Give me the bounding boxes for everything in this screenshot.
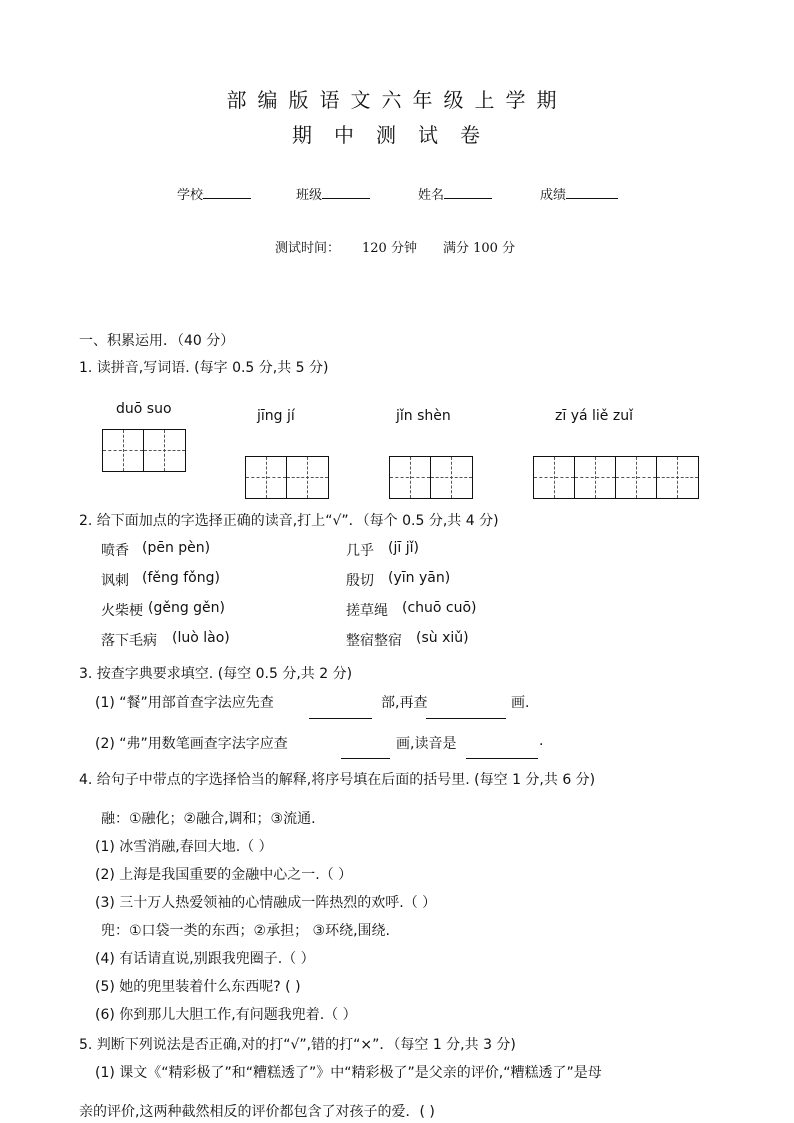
q3-line1-c: 画. bbox=[511, 695, 530, 711]
answer-grid-1[interactable] bbox=[102, 429, 186, 472]
q5-item-1-line2[interactable]: 亲的评价,这两种截然相反的评价都包含了对孩子的爱．( ) bbox=[79, 1104, 435, 1120]
grid-cell[interactable] bbox=[390, 457, 431, 498]
grid-cell[interactable] bbox=[575, 457, 616, 498]
q4-item-6[interactable]: (6) 你到那儿大胆工作,有问题我兜着.（ ） bbox=[95, 1007, 357, 1023]
q4-item-1[interactable]: (1) 冰雪消融,春回大地.（ ） bbox=[95, 839, 273, 855]
grid-cell[interactable] bbox=[657, 457, 698, 498]
grid-cell[interactable] bbox=[246, 457, 287, 498]
grid-cell[interactable] bbox=[616, 457, 657, 498]
q2-options-6[interactable]: (chuō cuō) bbox=[402, 600, 477, 616]
q2-word-6: 搓草绳 bbox=[346, 603, 388, 619]
grid-cell[interactable] bbox=[431, 457, 472, 498]
name-label: 姓名 bbox=[418, 188, 445, 203]
q2-word-7: 落下毛病 bbox=[101, 633, 157, 649]
q2-options-5[interactable]: (gěng gěn) bbox=[148, 600, 226, 616]
q1-pinyin-1: duō suo bbox=[116, 401, 172, 417]
class-field[interactable] bbox=[296, 184, 370, 203]
q2-title: 2. 给下面加点的字选择正确的读音,打上“√”．（每个 0.5 分,共 4 分) bbox=[79, 513, 499, 529]
q1-title: 1. 读拼音,写词语. (每字 0.5 分,共 5 分) bbox=[79, 360, 329, 376]
q1-pinyin-2: jīng jí bbox=[257, 408, 295, 424]
q1-pinyin-4: zī yá liě zuǐ bbox=[555, 408, 633, 424]
q5-title: 5. 判断下列说法是否正确,对的打“√”,错的打“×”．（每空 1 分,共 3 分) bbox=[79, 1037, 516, 1053]
exam-subtitle: 期中测试卷 bbox=[292, 123, 502, 147]
q2-options-1[interactable]: (pēn pèn) bbox=[142, 540, 211, 556]
answer-grid-3[interactable] bbox=[389, 456, 473, 499]
q3-line2-c: . bbox=[539, 733, 544, 749]
q4-dou-definitions: 兜：①口袋一类的东西；②承担； ③环绕,围绕. bbox=[101, 923, 391, 939]
q3-line1-a: (1) “餐”用部首查字法应先查 bbox=[95, 695, 274, 711]
q2-options-7[interactable]: (luò lào) bbox=[172, 630, 230, 646]
q2-word-3: 讽刺 bbox=[101, 573, 129, 589]
q3-blank-1[interactable] bbox=[309, 718, 372, 719]
grid-cell[interactable] bbox=[103, 430, 144, 471]
school-field[interactable] bbox=[177, 184, 251, 203]
grid-cell[interactable] bbox=[534, 457, 575, 498]
grid-cell[interactable] bbox=[144, 430, 185, 471]
exam-title: 部编版语文六年级上学期 bbox=[226, 88, 568, 112]
score-field[interactable] bbox=[540, 184, 618, 203]
q2-word-2: 几乎 bbox=[346, 543, 374, 559]
section-heading: 一、积累运用．（40 分） bbox=[79, 333, 235, 349]
score-label: 成绩 bbox=[540, 188, 567, 203]
q4-item-2[interactable]: (2) 上海是我国重要的金融中心之一.（ ） bbox=[95, 867, 353, 883]
q3-blank-2[interactable] bbox=[426, 718, 506, 719]
q3-title: 3. 按查字典要求填空. (每空 0.5 分,共 2 分) bbox=[79, 666, 353, 682]
q4-item-4[interactable]: (4) 有话请直说,别跟我兜圈子.（ ） bbox=[95, 951, 315, 967]
q5-item-1-line1: (1) 课文《“精彩极了”和“糟糕透了”》中“精彩极了”是父亲的评价,“糟糕透了”是母 bbox=[95, 1065, 602, 1081]
q2-options-8[interactable]: (sù xiǔ) bbox=[416, 630, 469, 646]
q2-options-3[interactable]: (fěng fǒng) bbox=[142, 570, 220, 586]
name-field[interactable] bbox=[418, 184, 492, 203]
q3-line1-b: 部,再查 bbox=[381, 695, 428, 711]
q2-word-4: 殷切 bbox=[346, 573, 374, 589]
q3-blank-4[interactable] bbox=[466, 758, 538, 759]
answer-grid-2[interactable] bbox=[245, 456, 329, 499]
q4-item-3[interactable]: (3) 三十万人热爱领袖的心情融成一阵热烈的欢呼.（ ） bbox=[95, 895, 437, 911]
q2-word-8: 整宿整宿 bbox=[346, 633, 402, 649]
time-value: 120 分钟 bbox=[362, 241, 417, 256]
school-label: 学校 bbox=[177, 188, 204, 203]
class-label: 班级 bbox=[296, 188, 323, 203]
q3-blank-3[interactable] bbox=[341, 758, 390, 759]
answer-grid-4[interactable] bbox=[533, 456, 699, 499]
q4-title: 4. 给句子中带点的字选择恰当的解释,将序号填在后面的括号里. (每空 1 分,共 6 分) bbox=[79, 772, 596, 788]
time-label: 测试时间： bbox=[275, 241, 341, 256]
q2-options-2[interactable]: (jī jǐ) bbox=[388, 540, 419, 556]
q2-word-1: 喷香 bbox=[101, 543, 129, 559]
q3-line2-b: 画,读音是 bbox=[396, 736, 457, 752]
full-score: 满分 100 分 bbox=[443, 241, 516, 256]
grid-cell[interactable] bbox=[287, 457, 328, 498]
q4-item-5[interactable]: (5) 她的兜里装着什么东西呢? ( ) bbox=[95, 979, 301, 995]
q4-rong-definitions: 融：①融化；②融合,调和；③流通. bbox=[101, 811, 316, 827]
q1-pinyin-3: jǐn shèn bbox=[396, 408, 451, 424]
q3-line2-a: (2) “弗”用数笔画查字法字应查 bbox=[95, 736, 288, 752]
q2-word-5: 火柴梗 bbox=[101, 603, 143, 619]
q2-options-4[interactable]: (yīn yān) bbox=[388, 570, 451, 586]
